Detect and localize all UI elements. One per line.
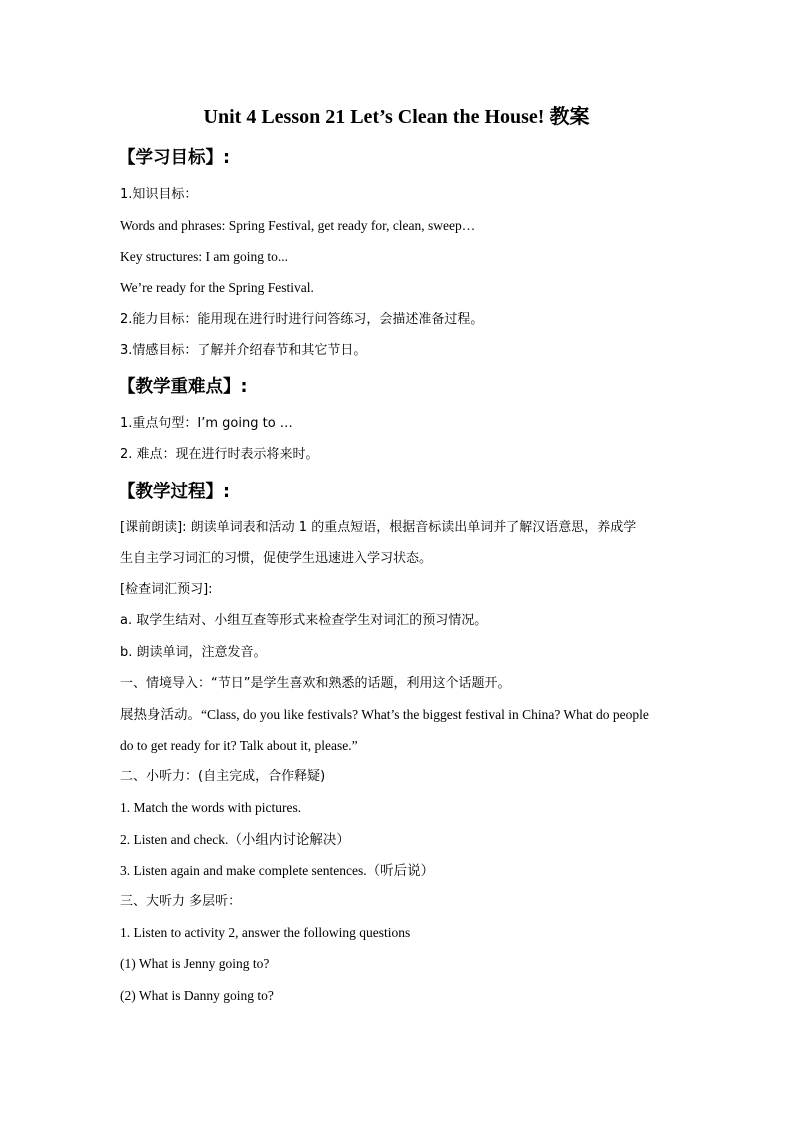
paragraph-line: 1.重点句型：I’m going to … bbox=[120, 416, 293, 431]
paragraph-line: (1) What is Jenny going to? bbox=[120, 956, 270, 971]
paragraph-line: 1.知识目标： bbox=[120, 187, 198, 202]
paragraph-line: 1. Match the words with pictures. bbox=[120, 800, 302, 815]
paragraph-line: Words and phrases: Spring Festival, get ready for, clean, sweep… bbox=[120, 218, 476, 233]
paragraph-line: 1. Listen to activity 2, answer the following questions bbox=[120, 925, 411, 940]
paragraph-line: [课前朗读]: 朗读单词表和活动 1 的重点短语，根据音标读出单词并了解汉语意思，养成学 bbox=[120, 520, 637, 535]
paragraph-line: Key structures: I am going to... bbox=[120, 249, 288, 264]
paragraph-line: 一、情境导入：“节日”是学生喜欢和熟悉的话题，利用这个话题开。 bbox=[120, 676, 511, 691]
section-heading-process: 【教学过程】: bbox=[118, 482, 230, 502]
paragraph-line: a. 取学生结对、小组互查等形式来检查学生对词汇的预习情况。 bbox=[120, 613, 488, 628]
paragraph-line: 3. Listen again and make complete sentences.（听后说） bbox=[120, 863, 435, 878]
paragraph-line: We’re ready for the Spring Festival. bbox=[120, 280, 314, 295]
paragraph-line: 2. 难点：现在进行时表示将来时。 bbox=[120, 447, 319, 462]
paragraph-line: 2. Listen and check.（小组内讨论解决） bbox=[120, 832, 350, 847]
paragraph-line: 二、小听力：(自主完成，合作释疑) bbox=[120, 769, 326, 784]
paragraph-line: 2.能力目标：能用现在进行时进行问答练习，会描述准备过程。 bbox=[120, 312, 484, 327]
paragraph-line: 生自主学习词汇的习惯，促使学生迅速进入学习状态。 bbox=[120, 551, 433, 566]
paragraph-line: 三、大听力 多层听： bbox=[120, 894, 242, 909]
section-heading-objectives: 【学习目标】: bbox=[118, 148, 230, 168]
document-title: Unit 4 Lesson 21 Let’s Clean the House! 教案 bbox=[203, 106, 590, 128]
paragraph-line: do to get ready for it? Talk about it, please.” bbox=[120, 738, 358, 753]
paragraph-line: 展热身活动。“Class, do you like festivals? What’s the biggest festival in China? What do people bbox=[120, 707, 649, 722]
paragraph-line: (2) What is Danny going to? bbox=[120, 988, 274, 1003]
paragraph-line: [检查词汇预习]: bbox=[120, 582, 213, 597]
paragraph-line: 3.情感目标：了解并介绍春节和其它节日。 bbox=[120, 343, 367, 358]
section-heading-key-points: 【教学重难点】: bbox=[118, 377, 248, 397]
paragraph-line: b. 朗读单词，注意发音。 bbox=[120, 645, 267, 660]
